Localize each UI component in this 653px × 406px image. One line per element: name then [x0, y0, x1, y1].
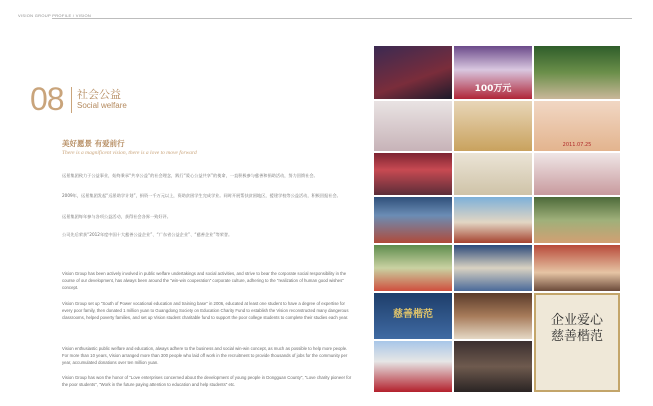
- photo-community: [374, 245, 452, 291]
- slogan-en: There is a magnificent vision, there is a love to move forward: [62, 150, 197, 156]
- photo-banner-event: [534, 245, 620, 291]
- section-title-cn: 社会公益: [77, 88, 121, 101]
- photo-stage-event: [374, 46, 452, 99]
- photo-meeting: [454, 341, 532, 392]
- paragraph-en-4: Vision Group has won the honor of "Love enterprises concerned about the development of young people in Dongguan County", "Love charity pioneer for the poor students", "Work in the future paying attention to education and help students" etc.: [62, 375, 352, 388]
- photo-donation-ceremony: [454, 46, 532, 99]
- photo-collage: [374, 46, 620, 392]
- photo-calligraphy-scroll: [534, 293, 620, 392]
- photo-group-school: [454, 197, 532, 243]
- section-divider: [71, 87, 72, 113]
- certificate-date: 2011.07.25: [562, 142, 592, 148]
- photo-plaque-brown: [454, 293, 532, 339]
- donation-amount: 100万元: [474, 84, 512, 94]
- photo-calligraphy-blue: [374, 293, 452, 339]
- paragraph-cn-4: 公司先后荣获“2012年度中国十大慈善公益企业”、“广东省公益企业”、“慈善企业”等荣誉。: [62, 232, 233, 237]
- photo-gold-plaque: [454, 101, 532, 151]
- photo-certificate: [534, 101, 620, 151]
- paragraph-cn-3: 远景集团每年参与各项公益活动，获得社会各界一致好评。: [62, 214, 171, 219]
- slogan-cn: 美好愿景 有爱前行: [62, 139, 125, 148]
- paragraph-en-2: Vision Group set up "South of Power vocational education and training base" in 2006, educated at least one student to have a degree of expertise for every poor family, then donated 1 million yuan to Guangdong Society on Education Charity Fund to establish the Vision reconstructed many dangerous classrooms, helped poverty families, and set up Vision student charitable fund to support the poor college students to complete their studies each year.: [62, 301, 349, 321]
- paragraph-cn-2: 2009年，远景集团发起“远景助学计划”，捐资一千万元以上，资助贫困学生完成学业。同时开展帮扶贫困地区，援建学校等公益活动，积极回报社会。: [62, 193, 341, 198]
- paragraph-cn-1: 远景集团致力于公益事业，始终秉承“共享公益”的社会理念，践行“爱心公益共享”的使命，一直积极参与慈善和捐助活动，努力回馈社会。: [62, 173, 318, 178]
- photo-students: [534, 197, 620, 243]
- calligraphy-text-left: 慈善楷范: [393, 309, 433, 320]
- photo-classroom: [454, 245, 532, 291]
- photo-certificate-white: [454, 153, 532, 195]
- header-brand: VISION GROUP PROFILE / VISION: [18, 13, 92, 18]
- photo-handshake: [534, 46, 620, 99]
- section-number: 08: [30, 81, 64, 117]
- photo-donation-check: [374, 341, 452, 392]
- photo-group-outdoor: [374, 197, 452, 243]
- paragraph-en-3: Vision enthusiastic public welfare and education, always adhere to the business and social win-win concept, as much as possible to help more people. For more than 10 years, Vision arranged more than 300 people who laid off work in the recruitment to provide thousands of jobs for the community per year, accumulated donations over ten million yuan.: [62, 346, 348, 366]
- paragraph-en-1: Vision Group has been actively involved in public welfare undertakings and social activities, and strive to bear the corporate social responsibility in the course of our development, has always been around the "win-win cooperation" corporate culture, adhering to the "realization of human good wishes" concept.: [62, 271, 347, 291]
- photo-award-stage: [374, 153, 452, 195]
- calligraphy-text: 企业爱心 慈善楷范: [550, 313, 603, 344]
- section-title-en: Social welfare: [77, 101, 127, 110]
- top-divider: [52, 18, 632, 19]
- photo-certificate-pink: [534, 153, 620, 195]
- photo-plaque-red: [374, 101, 452, 151]
